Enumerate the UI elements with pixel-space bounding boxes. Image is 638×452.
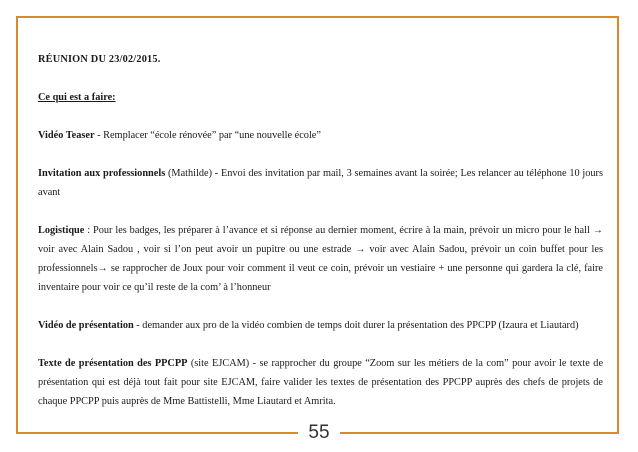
item-label: Logistique — [38, 225, 85, 236]
item-label: Invitation aux professionnels — [38, 168, 166, 179]
item-text: (Mathilde) - Envoi des invitation par mail, 3 semaines avant la soirée; Les relancer au téléphone 10 jours avant — [38, 168, 603, 198]
item-label: Vidéo de présentation — [38, 320, 134, 331]
meeting-title: RÉUNION DU 23/02/2015. — [38, 54, 161, 65]
item-video-presentation — [38, 316, 603, 335]
meeting-notes — [38, 50, 603, 430]
item-text: - Remplacer “école rénovée” par “une nouvelle école” — [94, 130, 321, 141]
item-text: (site EJCAM) - se rapprocher du groupe “Zoom sur les métiers de la com” pour avoir le texte de présentation qui est déjà tout fait pour site EJCAM, faire valider les textes de présentation des PPCPP auprès des chefs de projets de chaque PPCPP puis auprès de Mme Battistelli, Mme Liautard et Amrita. — [38, 358, 604, 407]
todo-heading-line — [38, 88, 603, 107]
item-label: Texte de présentation des PPCPP — [38, 358, 188, 369]
item-video-teaser — [38, 126, 603, 145]
item-label: Vidéo Teaser — [38, 130, 95, 141]
item-invitation — [38, 164, 603, 202]
item-text: : Pour les badges, les préparer à l’avance et si réponse au dernier moment, écrire à la main, prévoir un micro pour le hall → voir avec Alain Sadou , voir si l’on peut avoir un pupitre ou une estrade → voir avec Alain Sadou, prévoir un coin buffet pour les professionnels→ se rapprocher de Joux pour voir comment il veut ce coin, prévoir un vestiaire + une personne qui gardera la clé, faire inventaire pour voir ce qu’il reste de la com’ à l’honneur — [38, 225, 603, 293]
item-text: - demander aux pro de la vidéo combien de temps doit durer la présentation des PPCPP (Izaura et Liautard) — [133, 320, 579, 331]
page-number: 55 — [298, 420, 340, 446]
item-logistique — [38, 221, 603, 297]
item-texte-presentation — [38, 354, 603, 411]
todo-heading: Ce qui est a faire: — [38, 92, 116, 103]
